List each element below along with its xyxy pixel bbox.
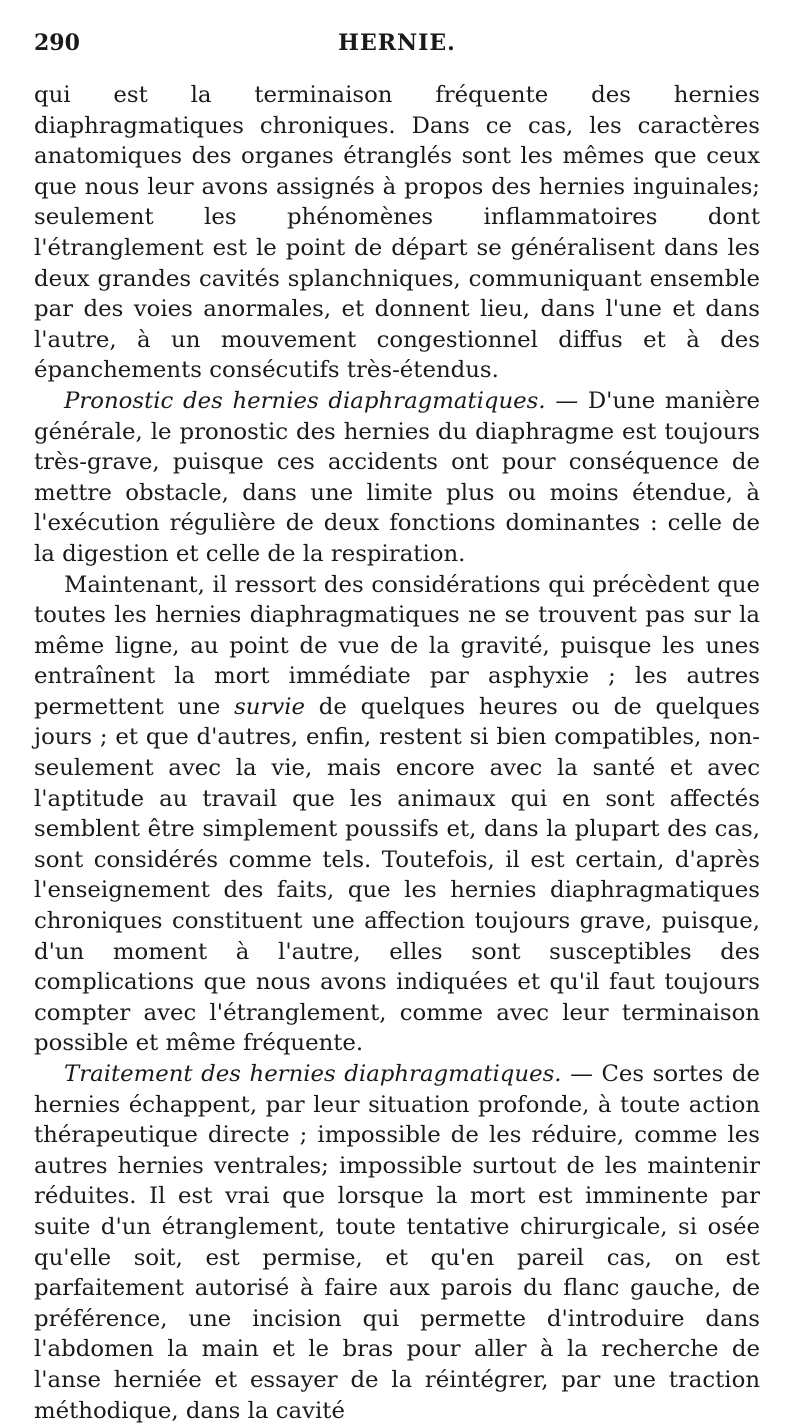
paragraph-traitement bbox=[34, 1059, 760, 1426]
paragraph-maintenant bbox=[34, 570, 760, 1060]
section-heading-pronostic: Pronostic des hernies diaphragmatiques. bbox=[64, 387, 546, 414]
running-title: HERNIE. bbox=[338, 30, 456, 56]
italic-term: survie bbox=[234, 693, 306, 720]
section-heading-traitement: Traitement des hernies diaphragmatiques. bbox=[64, 1061, 562, 1087]
paragraph-text: de quelques heures ou de quelques jours ; et que d'autres, enfin, restent si bien compatibles, non-seulement avec la vie, mais encore avec la santé et avec l'aptitude au travail que les animaux qui en sont affectés semblent être simplement poussifs et, dans la plupart des cas, sont considérés comme tels. Toutefois, il est certain, d'après l'enseignement des faits, que les hernies diaphragmatiques chroniques constituent une affection toujours grave, puisque, d'un moment à l'autre, elles sont susceptibles des complications que nous avons indiquées et qu'il faut toujours compter avec l'étranglement, comme avec leur terminaison possible et même fréquente. bbox=[34, 693, 760, 1057]
paragraph-text: qui est la terminaison fréquente des hernies diaphragmatiques chroniques. Dans ce cas, les caractères anatomiques des organes étranglés sont les mêmes que ceux que nous leur avons assignés à propos des hernies inguinales; seulement les phénomènes inflammatoires dont l'étranglement est le point de départ se généralisent dans les deux grandes cavités splanchniques, communiquant ensemble par des voies anormales, et donnent lieu, dans l'une et dans l'autre, à un mouvement congestionnel diffus et à des épanchements consécutifs très-étendus. bbox=[34, 82, 760, 384]
paragraph-text: Maintenant, il ressort des considérations qui précèdent que toutes les hernies diaphragmatiques ne se trouvent pas sur la même ligne, au point de vue de la gravité, puisque les unes entraînent la mort immédiate par asphyxie ; les autres permettent une bbox=[34, 571, 760, 720]
page-header bbox=[34, 24, 760, 58]
paragraph-pronostic bbox=[34, 386, 760, 570]
paragraph-text: — D'une manière générale, le pronostic des hernies du diaphragme est toujours très-grave, puisque ces accidents ont pour conséquence de mettre obstacle, dans une limite plus ou moins étendue, à l'exécution régulière de deux fonctions dominantes : celle de la digestion et celle de la respiration. bbox=[34, 387, 760, 567]
paragraph-continuation bbox=[34, 80, 760, 386]
paragraph-text: — Ces sortes de hernies échappent, par leur situation profonde, à toute action thérapeutique directe ; impossible de les réduire, comme les autres hernies ventrales; impossible surtout de les maintenir réduites. Il est vrai que lorsque la mort est imminente par suite d'un étranglement, toute tentative chirurgicale, si osée qu'elle soit, est permise, et qu'en pareil cas, on est parfaitement autorisé à faire aux parois du flanc gauche, de préférence, une incision qui permette d'introduire dans l'abdomen la main et le bras pour aller à la recherche de l'anse herniée et essayer de la réintégrer, par une traction méthodique, dans la cavité bbox=[34, 1061, 760, 1424]
page-number: 290 bbox=[34, 30, 80, 56]
page-body bbox=[34, 80, 760, 1426]
